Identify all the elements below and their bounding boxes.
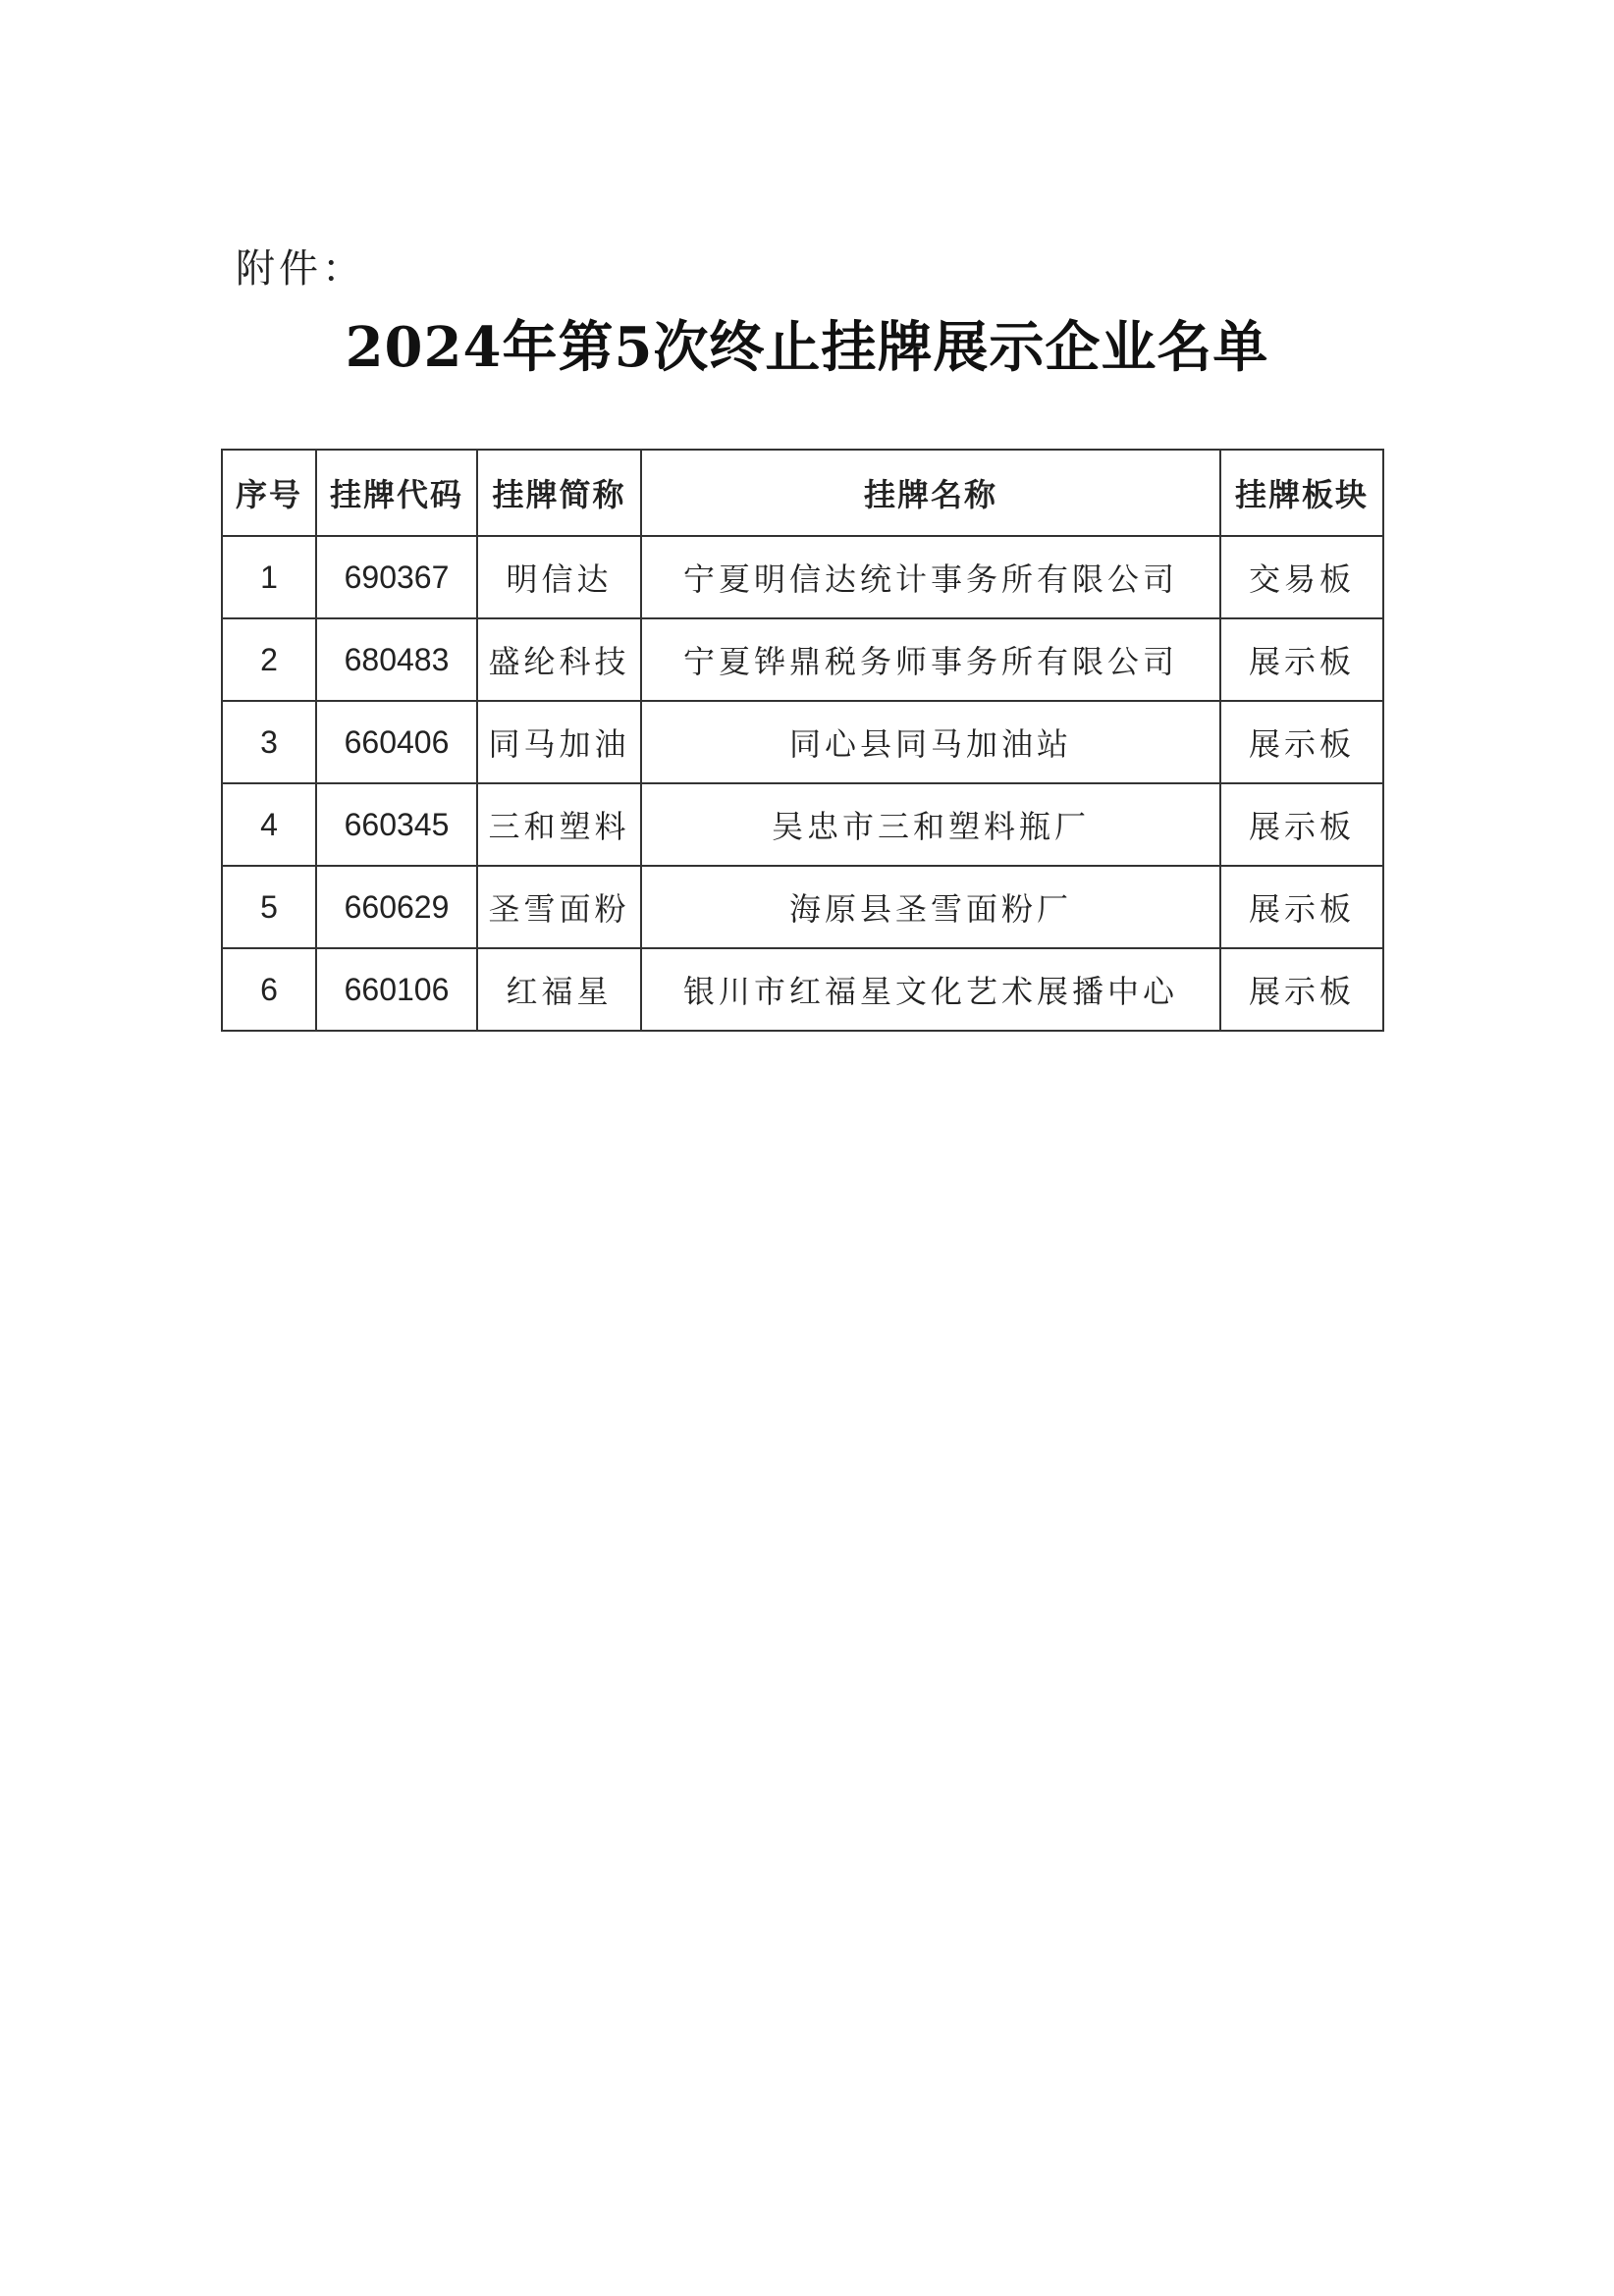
cell-seq: 6 [222,948,316,1031]
cell-board: 展示板 [1220,783,1383,866]
header-short-name: 挂牌简称 [477,450,641,536]
cell-full-name: 宁夏铧鼎税务师事务所有限公司 [641,618,1220,701]
header-board: 挂牌板块 [1220,450,1383,536]
table-row [222,948,1383,1031]
document-title: 2024年第5次终止挂牌展示企业名单 [345,315,1269,380]
cell-board: 展示板 [1220,948,1383,1031]
cell-full-name: 吴忠市三和塑料瓶厂 [641,783,1220,866]
cell-seq: 3 [222,701,316,783]
cell-code: 680483 [316,618,477,701]
cell-short-name: 红福星 [477,948,641,1031]
cell-code: 660106 [316,948,477,1031]
header-code: 挂牌代码 [316,450,477,536]
cell-full-name: 宁夏明信达统计事务所有限公司 [641,536,1220,618]
table-row [222,783,1383,866]
cell-code: 660406 [316,701,477,783]
cell-short-name: 圣雪面粉 [477,866,641,948]
cell-full-name: 海原县圣雪面粉厂 [641,866,1220,948]
table-header-row [222,450,1383,536]
cell-full-name: 银川市红福星文化艺术展播中心 [641,948,1220,1031]
cell-code: 660629 [316,866,477,948]
table-row [222,866,1383,948]
table-row [222,618,1383,701]
cell-code: 690367 [316,536,477,618]
cell-board: 展示板 [1220,618,1383,701]
cell-board: 交易板 [1220,536,1383,618]
header-full-name: 挂牌名称 [641,450,1220,536]
cell-board: 展示板 [1220,701,1383,783]
cell-short-name: 盛纶科技 [477,618,641,701]
cell-seq: 2 [222,618,316,701]
termination-list-table [221,449,1384,1032]
cell-seq: 1 [222,536,316,618]
cell-full-name: 同心县同马加油站 [641,701,1220,783]
cell-short-name: 同马加油 [477,701,641,783]
cell-short-name: 三和塑料 [477,783,641,866]
cell-seq: 5 [222,866,316,948]
cell-seq: 4 [222,783,316,866]
attachment-label: 附件： [236,246,365,292]
table-row [222,701,1383,783]
cell-short-name: 明信达 [477,536,641,618]
header-seq: 序号 [222,450,316,536]
table-row [222,536,1383,618]
cell-board: 展示板 [1220,866,1383,948]
cell-code: 660345 [316,783,477,866]
